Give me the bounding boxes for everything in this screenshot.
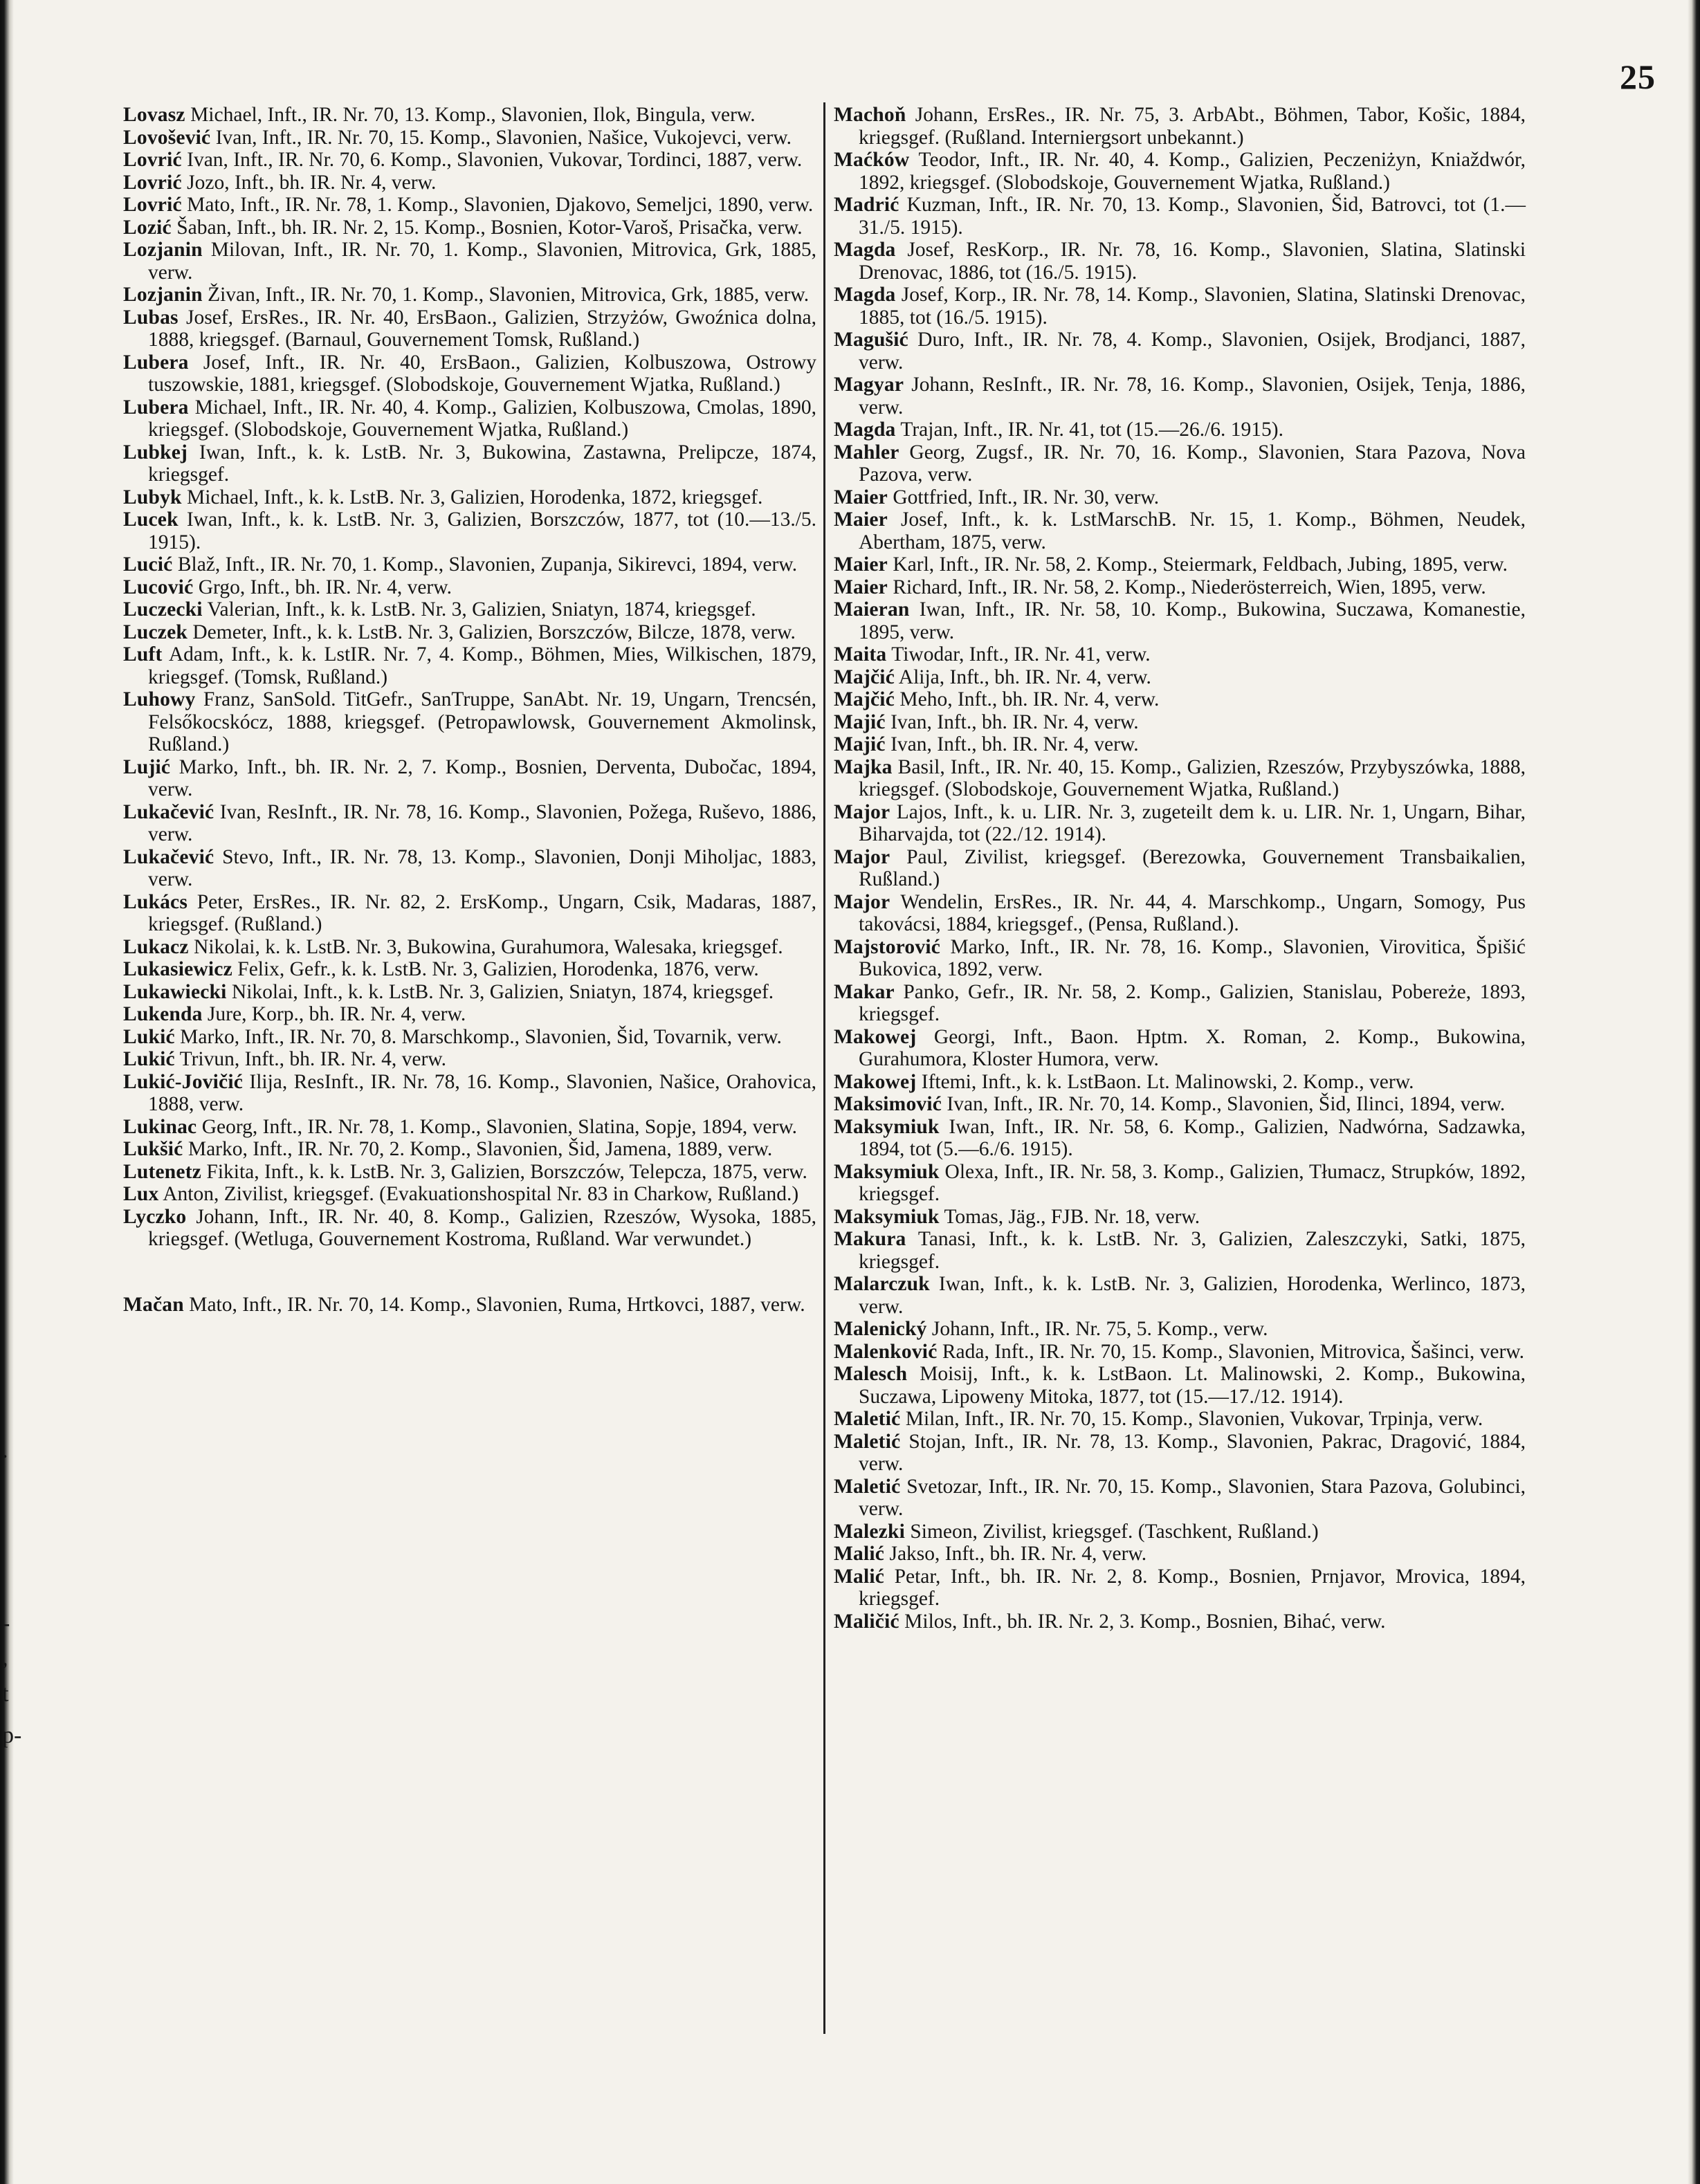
- entry-details: Mato, Inft., IR. Nr. 78, 1. Komp., Slavonien, Djakovo, Semeljci, 1890, verw.: [187, 194, 814, 216]
- register-entry: [123, 172, 816, 194]
- entry-surname: Lutenetz: [123, 1160, 202, 1183]
- entry-surname: Maier: [834, 486, 888, 508]
- entry-details: Ivan, ResInft., IR. Nr. 78, 16. Komp., Slavonien, Požega, Ruševo, 1886, verw.: [148, 800, 816, 845]
- entry-surname: Magda: [834, 239, 896, 261]
- entry-details: Jakso, Inft., bh. IR. Nr. 4, verw.: [889, 1543, 1147, 1565]
- register-entry: [123, 553, 816, 576]
- entry-details: Ivan, Inft., IR. Nr. 70, 15. Komp., Slavonien, Našice, Vukojevci, verw.: [215, 126, 792, 149]
- register-entry: [834, 419, 1526, 441]
- register-entry: [834, 1093, 1526, 1116]
- entry-surname: Maletić: [834, 1475, 901, 1498]
- entry-surname: Major: [834, 845, 890, 868]
- entry-surname: Luft: [123, 643, 163, 666]
- register-entry: [834, 1521, 1526, 1543]
- register-entry: [123, 149, 816, 172]
- register-entry: [123, 306, 816, 351]
- entry-surname: Lujić: [123, 755, 171, 778]
- entry-surname: Lubera: [123, 351, 189, 374]
- register-entry: [834, 981, 1526, 1026]
- entry-details: Josef, Inft., k. k. LstMarschB. Nr. 15, 1. Komp., Böhmen, Neudek, Abertham, 1875, verw.: [859, 508, 1526, 553]
- register-entry: [834, 149, 1526, 194]
- entry-details: Ivan, Inft., bh. IR. Nr. 4, verw.: [890, 710, 1139, 733]
- entry-surname: Lubkej: [123, 441, 188, 464]
- column-divider: [823, 102, 825, 2034]
- register-entry: [123, 239, 816, 284]
- entry-details: Blaž, Inft., IR. Nr. 70, 1. Komp., Slavonien, Zupanja, Sikirevci, 1894, verw.: [177, 553, 798, 576]
- entry-details: Stevo, Inft., IR. Nr. 78, 13. Komp., Slavonien, Donji Miholjac, 1883, verw.: [148, 845, 817, 890]
- register-entry: [123, 1071, 816, 1116]
- entry-details: Jure, Korp., bh. IR. Nr. 4, verw.: [207, 1003, 466, 1025]
- margin-mark: .: [2, 1438, 8, 1463]
- register-entry: [123, 1116, 816, 1139]
- entry-details: Johann, Inft., IR. Nr. 75, 5. Komp., verw.: [931, 1318, 1268, 1340]
- entry-surname: Magda: [834, 419, 896, 441]
- margin-mark: -: [2, 1611, 10, 1636]
- register-entry: [123, 1138, 816, 1161]
- entry-details: Ivan, Inft., IR. Nr. 70, 14. Komp., Slavonien, Šid, Ilinci, 1894, verw.: [947, 1093, 1506, 1115]
- register-entry: [834, 1228, 1526, 1273]
- entry-details: Grgo, Inft., bh. IR. Nr. 4, verw.: [198, 576, 452, 598]
- entry-surname: Lubera: [123, 396, 189, 419]
- register-entry: [834, 711, 1526, 734]
- register-entry: [834, 1116, 1526, 1161]
- entry-details: Olexa, Inft., IR. Nr. 58, 3. Komp., Galizien, Tłumacz, Strupków, 1892, kriegsgef.: [859, 1160, 1526, 1205]
- entry-surname: Lozjanin: [123, 284, 203, 306]
- entry-details: Paul, Zivilist, kriegsgef. (Berezowka, Gouvernement Transbaikalien, Rußland.): [859, 845, 1526, 890]
- register-entry: [123, 846, 816, 891]
- register-entry: [834, 1543, 1526, 1566]
- entry-surname: Makura: [834, 1228, 906, 1250]
- entry-surname: Maksymiuk: [834, 1160, 940, 1183]
- entry-surname: Maier: [834, 576, 888, 598]
- entry-surname: Machoň: [834, 104, 906, 126]
- entry-details: Iwan, Inft., k. k. LstB. Nr. 3, Bukowina, Zastawna, Prelipcze, 1874, kriegsgef.: [148, 441, 817, 486]
- entry-details: Johann, ResInft., IR. Nr. 78, 16. Komp., Slavonien, Osijek, Tenja, 1886, verw.: [859, 374, 1526, 419]
- entry-surname: Maletić: [834, 1408, 901, 1430]
- register-entry: [123, 486, 816, 509]
- entry-details: Valerian, Inft., k. k. LstB. Nr. 3, Galizien, Sniatyn, 1874, kriegsgef.: [207, 598, 756, 621]
- register-entry: [123, 981, 816, 1004]
- entry-surname: Maieran: [834, 598, 910, 621]
- entry-details: Trajan, Inft., IR. Nr. 41, tot (15.—26./6. 1915).: [900, 419, 1283, 441]
- entry-details: Panko, Gefr., IR. Nr. 58, 2. Komp., Galizien, Stanislau, Pobereże, 1893, kriegsgef.: [859, 980, 1526, 1025]
- entry-details: Johann, ErsRes., IR. Nr. 75, 3. ArbAbt., Böhmen, Tabor, Košic, 1884, kriegsgef. (Rußland. Interniergsort unbekannt.): [859, 104, 1526, 149]
- entry-details: Živan, Inft., IR. Nr. 70, 1. Komp., Slavonien, Mitrovica, Grk, 1885, verw.: [208, 284, 810, 306]
- entry-surname: Majka: [834, 755, 893, 778]
- register-entry: [834, 1341, 1526, 1364]
- entry-surname: Lukačević: [123, 845, 214, 868]
- register-entry: [834, 1318, 1526, 1341]
- register-entry: [834, 239, 1526, 284]
- entry-surname: Maier: [834, 508, 888, 531]
- page-number: 25: [1620, 57, 1656, 96]
- entry-surname: Magda: [834, 284, 896, 306]
- entry-surname: Majić: [834, 733, 886, 755]
- entry-details: Georg, Inft., IR. Nr. 78, 1. Komp., Slavonien, Slatina, Sopje, 1894, verw.: [201, 1115, 798, 1138]
- entry-details: Josef, Inft., IR. Nr. 40, ErsBaon., Galizien, Kolbuszowa, Ostrowy tuszowskie, 1881, kriegsgef. (Slobodskoje, Gouvernement Wjatka, Rußland.): [148, 351, 817, 396]
- entry-details: Michael, Inft., k. k. LstB. Nr. 3, Galizien, Horodenka, 1872, kriegsgef.: [187, 486, 763, 508]
- entry-surname: Lukacz: [123, 935, 189, 958]
- entry-surname: Lukačević: [123, 800, 214, 823]
- register-entry: [834, 441, 1526, 486]
- register-entry: [834, 1071, 1526, 1094]
- entry-surname: Maličić: [834, 1610, 899, 1633]
- register-entry: [123, 801, 816, 846]
- entry-details: Josef, ErsRes., IR. Nr. 40, ErsBaon., Galizien, Strzyżów, Gwoźnica dolna, 1888, kriegsgef. (Barnaul, Gouvernement Tomsk, Rußland.): [148, 306, 817, 351]
- entry-details: Meho, Inft., bh. IR. Nr. 4, verw.: [899, 688, 1160, 710]
- register-entry: [123, 1294, 816, 1316]
- register-entry: [834, 1206, 1526, 1229]
- entry-details: Marko, Inft., IR. Nr. 70, 2. Komp., Slavonien, Šid, Jamena, 1889, verw.: [188, 1138, 773, 1160]
- register-entry: [834, 756, 1526, 801]
- entry-surname: Majstorović: [834, 935, 941, 958]
- entry-surname: Malić: [834, 1565, 885, 1588]
- entry-details: Tiwodar, Inft., IR. Nr. 41, verw.: [891, 643, 1151, 666]
- register-entry: [123, 688, 816, 756]
- entry-details: Michael, Inft., IR. Nr. 70, 13. Komp., Slavonien, Ilok, Bingula, verw.: [190, 104, 756, 126]
- entry-surname: Lukić-Jovičić: [123, 1070, 244, 1093]
- margin-mark: ,: [2, 1645, 8, 1671]
- entry-surname: Malić: [834, 1543, 885, 1565]
- entry-details: Karl, Inft., IR. Nr. 58, 2. Komp., Steiermark, Feldbach, Jubing, 1895, verw.: [893, 553, 1508, 576]
- entry-details: Fikita, Inft., k. k. LstB. Nr. 3, Galizien, Borszczów, Telepcza, 1875, verw.: [206, 1160, 807, 1183]
- entry-details: Ivan, Inft., IR. Nr. 70, 6. Komp., Slavonien, Vukovar, Tordinci, 1887, verw.: [187, 149, 803, 171]
- register-entry: [834, 329, 1526, 374]
- entry-surname: Maita: [834, 643, 887, 666]
- register-entry: [834, 508, 1526, 553]
- left-column: [123, 104, 816, 1316]
- entry-details: Milos, Inft., bh. IR. Nr. 2, 3. Komp., Bosnien, Bihać, verw.: [904, 1610, 1386, 1633]
- register-entry: [123, 1048, 816, 1071]
- entry-surname: Makowej: [834, 1025, 917, 1048]
- entry-surname: Lovošević: [123, 126, 211, 149]
- entry-details: Josef, Korp., IR. Nr. 78, 14. Komp., Slavonien, Slatina, Slatinski Drenovac, 1885, tot (16./5. 1915).: [859, 284, 1526, 329]
- register-entry: [834, 1611, 1526, 1633]
- entry-details: Rada, Inft., IR. Nr. 70, 15. Komp., Slavonien, Mitrovica, Šašinci, verw.: [942, 1340, 1525, 1363]
- entry-details: Iwan, Inft., k. k. LstB. Nr. 3, Galizien, Horodenka, Werlinco, 1873, verw.: [859, 1273, 1526, 1318]
- entry-details: Ilija, ResInft., IR. Nr. 78, 16. Komp., Slavonien, Našice, Orahovica, 1888, verw.: [148, 1070, 816, 1115]
- entry-surname: Mačan: [123, 1293, 184, 1316]
- entry-details: Nikolai, Inft., k. k. LstB. Nr. 3, Galizien, Sniatyn, 1874, kriegsgef.: [231, 980, 774, 1003]
- register-entry: [834, 598, 1526, 643]
- entry-details: Felix, Gefr., k. k. LstB. Nr. 3, Galizien, Horodenka, 1876, verw.: [237, 958, 759, 980]
- entry-surname: Lubas: [123, 306, 179, 329]
- register-entry: [123, 1183, 816, 1206]
- entry-details: Marko, Inft., IR. Nr. 78, 16. Komp., Slavonien, Virovitica, Špišić Bukovica, 1892, verw.: [859, 935, 1526, 980]
- entry-details: Anton, Zivilist, kriegsgef. (Evakuationshospital Nr. 83 in Charkow, Rußland.): [163, 1183, 799, 1205]
- entry-details: Demeter, Inft., k. k. LstB. Nr. 3, Galizien, Borszczów, Bilcze, 1878, verw.: [192, 621, 796, 643]
- entry-surname: Lukić: [123, 1025, 175, 1048]
- entry-details: Šaban, Inft., bh. IR. Nr. 2, 15. Komp., Bosnien, Kotor-Varoš, Prisačka, verw.: [176, 216, 803, 239]
- entry-details: Iwan, Inft., IR. Nr. 58, 6. Komp., Galizien, Nadwórna, Sadzawka, 1894, tot (5.—6./6. 1915).: [859, 1115, 1526, 1160]
- entry-details: Franz, SanSold. TitGefr., SanTruppe, SanAbt. Nr. 19, Ungarn, Trencsén, Felsőkocskócz, 1888, kriegsgef. (Petropawlowsk, Gouvernement Akmolinsk, Rußland.): [148, 688, 817, 755]
- register-entry: [834, 1273, 1526, 1318]
- register-entry: [834, 666, 1526, 689]
- entry-surname: Malesch: [834, 1363, 908, 1385]
- entry-surname: Lozić: [123, 216, 172, 239]
- entry-details: Georgi, Inft., Baon. Hptm. X. Roman, 2. Komp., Bukowina, Gurahumora, Kloster Humora, verw.: [859, 1025, 1526, 1070]
- register-entry: [834, 846, 1526, 891]
- entry-details: Marko, Inft., bh. IR. Nr. 2, 7. Komp., Bosnien, Derventa, Dubočac, 1894, verw.: [148, 755, 816, 800]
- entry-surname: Major: [834, 890, 890, 913]
- entry-details: Richard, Inft., IR. Nr. 58, 2. Komp., Niederösterreich, Wien, 1895, verw.: [893, 576, 1486, 598]
- entry-details: Adam, Inft., k. k. LstIR. Nr. 7, 4. Komp., Böhmen, Mies, Wilkischen, 1879, kriegsgef. (Tomsk, Rußland.): [148, 643, 817, 688]
- register-entry: [123, 958, 816, 981]
- register-entry: [123, 1161, 816, 1184]
- register-entry: [123, 284, 816, 306]
- register-entry: [834, 801, 1526, 846]
- entry-surname: Major: [834, 800, 890, 823]
- entry-details: Nikolai, k. k. LstB. Nr. 3, Bukowina, Gurahumora, Walesaka, kriegsgef.: [194, 935, 783, 958]
- entry-surname: Maćków: [834, 149, 910, 171]
- entry-surname: Maksimović: [834, 1093, 942, 1115]
- entry-surname: Maksymiuk: [834, 1205, 940, 1228]
- entry-surname: Lukić: [123, 1048, 175, 1070]
- register-entry: [123, 598, 816, 621]
- entry-surname: Lux: [123, 1183, 159, 1205]
- entry-surname: Makowej: [834, 1070, 917, 1093]
- entry-surname: Maksymiuk: [834, 1115, 940, 1138]
- entry-details: Peter, ErsRes., IR. Nr. 82, 2. ErsKomp., Ungarn, Csik, Madaras, 1887, kriegsgef. (Rußland.): [148, 890, 817, 935]
- entry-surname: Lyczko: [123, 1205, 187, 1228]
- register-entry: [834, 1408, 1526, 1431]
- register-entry: [834, 374, 1526, 419]
- register-entry: [834, 553, 1526, 576]
- entry-details: Lajos, Inft., k. u. LIR. Nr. 3, zugeteilt dem k. u. LIR. Nr. 1, Ungarn, Bihar, Biharvajda, tot (22./12. 1914).: [859, 800, 1526, 845]
- entry-details: Svetozar, Inft., IR. Nr. 70, 15. Komp., Slavonien, Stara Pazova, Golubinci, verw.: [859, 1475, 1526, 1520]
- entry-surname: Lukasiewicz: [123, 958, 232, 980]
- entry-surname: Malenický: [834, 1318, 927, 1340]
- entry-details: Milovan, Inft., IR. Nr. 70, 1. Komp., Slavonien, Mitrovica, Grk, 1885, verw.: [148, 239, 816, 284]
- entry-details: Duro, Inft., IR. Nr. 78, 4. Komp., Slavonien, Osijek, Brodjanci, 1887, verw.: [859, 329, 1526, 374]
- register-entry: [123, 441, 816, 486]
- entry-surname: Lovasz: [123, 104, 185, 126]
- entry-surname: Lucović: [123, 576, 194, 598]
- entry-surname: Maletić: [834, 1430, 901, 1453]
- entry-surname: Majčić: [834, 666, 895, 688]
- entry-surname: Lukšić: [123, 1138, 183, 1160]
- entry-surname: Lovrić: [123, 149, 182, 171]
- entry-surname: Lukács: [123, 890, 188, 913]
- entry-surname: Mahler: [834, 441, 899, 464]
- register-entry: [123, 756, 816, 801]
- register-entry: [834, 104, 1526, 149]
- entry-surname: Malezki: [834, 1520, 905, 1543]
- register-entry: [834, 1161, 1526, 1206]
- register-entry: [123, 621, 816, 644]
- register-entry: [123, 508, 816, 553]
- entry-surname: Lubyk: [123, 486, 182, 508]
- entry-details: Kuzman, Inft., IR. Nr. 70, 13. Komp., Slavonien, Šid, Batrovci, tot (1.—31./5. 1915).: [859, 194, 1526, 239]
- right-column: [834, 104, 1526, 1633]
- entry-surname: Lovrić: [123, 171, 182, 194]
- entry-surname: Lukinac: [123, 1115, 197, 1138]
- entry-details: Iftemi, Inft., k. k. LstBaon. Lt. Malinowski, 2. Komp., verw.: [921, 1070, 1414, 1093]
- entry-surname: Luczek: [123, 621, 188, 643]
- entry-surname: Makar: [834, 980, 895, 1003]
- margin-mark: p-: [2, 1723, 22, 1748]
- register-entry: [834, 1363, 1526, 1408]
- entry-surname: Lovrić: [123, 194, 182, 216]
- register-entry: [834, 284, 1526, 329]
- register-entry: [834, 1026, 1526, 1071]
- register-entry: [123, 936, 816, 959]
- entry-details: Ivan, Inft., bh. IR. Nr. 4, verw.: [890, 733, 1139, 755]
- register-entry: [834, 643, 1526, 666]
- entry-surname: Malarczuk: [834, 1273, 930, 1295]
- entry-surname: Magyar: [834, 374, 904, 396]
- entry-surname: Lukawiecki: [123, 980, 227, 1003]
- entry-details: Trivun, Inft., bh. IR. Nr. 4, verw.: [179, 1048, 447, 1070]
- entry-details: Teodor, Inft., IR. Nr. 40, 4. Komp., Galizien, Peczeniżyn, Kniaždwór, 1892, kriegsgef. (Slobodskoje, Gouvernement Wjatka, Rußland.): [859, 149, 1526, 194]
- margin-mark: t: [2, 1681, 9, 1707]
- register-entry: [123, 351, 816, 396]
- register-entry: [123, 127, 816, 149]
- entry-details: Iwan, Inft., IR. Nr. 58, 10. Komp., Bukowina, Suczawa, Komanestie, 1895, verw.: [859, 598, 1526, 643]
- entry-details: Tanasi, Inft., k. k. LstB. Nr. 3, Galizien, Zaleszczyki, Satki, 1875, kriegsgef.: [859, 1228, 1526, 1273]
- register-entry: [834, 936, 1526, 981]
- entry-details: Stojan, Inft., IR. Nr. 78, 13. Komp., Slavonien, Pakrac, Dragović, 1884, verw.: [859, 1430, 1526, 1475]
- entry-details: Iwan, Inft., k. k. LstB. Nr. 3, Galizien, Borszczów, 1877, tot (10.—13./5. 1915).: [148, 508, 817, 553]
- entry-surname: Malenković: [834, 1340, 938, 1363]
- entry-surname: Lucić: [123, 553, 173, 576]
- entry-details: Petar, Inft., bh. IR. Nr. 2, 8. Komp., Bosnien, Prnjavor, Mrovica, 1894, kriegsgef.: [859, 1565, 1526, 1610]
- entry-surname: Majčić: [834, 688, 895, 710]
- register-entry: [123, 396, 816, 441]
- register-entry: [123, 643, 816, 688]
- entry-details: Basil, Inft., IR. Nr. 40, 15. Komp., Galizien, Rzeszów, Przybyszówka, 1888, kriegsgef. (Slobodskoje, Gouvernement Wjatka, Rußland.): [859, 755, 1526, 800]
- register-entry: [123, 1206, 816, 1251]
- register-entry: [123, 104, 816, 127]
- entry-surname: Magušić: [834, 329, 908, 351]
- entry-details: Georg, Zugsf., IR. Nr. 70, 16. Komp., Slavonien, Stara Pazova, Nova Pazova, verw.: [859, 441, 1526, 486]
- register-entry: [834, 1566, 1526, 1611]
- entry-details: Tomas, Jäg., FJB. Nr. 18, verw.: [944, 1205, 1200, 1228]
- entry-details: Simeon, Zivilist, kriegsgef. (Taschkent, Rußland.): [910, 1520, 1319, 1543]
- entry-surname: Luhowy: [123, 688, 196, 710]
- register-entry: [834, 576, 1526, 599]
- entry-details: Jozo, Inft., bh. IR. Nr. 4, verw.: [187, 171, 437, 194]
- register-entry: [123, 1003, 816, 1026]
- entry-details: Marko, Inft., IR. Nr. 70, 8. Marschkomp., Slavonien, Šid, Tovarnik, verw.: [180, 1025, 782, 1048]
- register-entry: [834, 733, 1526, 756]
- register-entry: [834, 1476, 1526, 1521]
- entry-surname: Luczecki: [123, 598, 203, 621]
- entry-details: Mato, Inft., IR. Nr. 70, 14. Komp., Slavonien, Ruma, Hrtkovci, 1887, verw.: [189, 1293, 805, 1316]
- register-entry: [123, 194, 816, 217]
- entry-details: Milan, Inft., IR. Nr. 70, 15. Komp., Slavonien, Vukovar, Trpinja, verw.: [905, 1408, 1483, 1430]
- scan-edge-right: [1688, 0, 1700, 2184]
- register-entry: [834, 194, 1526, 239]
- register-entry: [123, 217, 816, 239]
- entry-details: Johann, Inft., IR. Nr. 40, 8. Komp., Galizien, Rzeszów, Wysoka, 1885, kriegsgef. (Wetluga, Gouvernement Kostroma, Rußland. War verwundet.): [148, 1205, 817, 1250]
- entry-details: Wendelin, ErsRes., IR. Nr. 44, 4. Marschkomp., Ungarn, Somogy, Pus takovácsi, 1884, kriegsgef., (Pensa, Rußland.).: [859, 890, 1526, 935]
- entry-details: Gottfried, Inft., IR. Nr. 30, verw.: [893, 486, 1160, 508]
- register-entry: [123, 576, 816, 599]
- register-entry: [834, 891, 1526, 936]
- entry-surname: Lukenda: [123, 1003, 203, 1025]
- entry-details: Moisij, Inft., k. k. LstBaon. Lt. Malinowski, 2. Komp., Bukowina, Suczawa, Lipoweny Mitoka, 1877, tot (15.—17./12. 1914).: [859, 1363, 1526, 1408]
- entry-surname: Maier: [834, 553, 888, 576]
- entry-details: Alija, Inft., bh. IR. Nr. 4, verw.: [898, 666, 1151, 688]
- section-gap: [123, 1251, 816, 1294]
- entry-surname: Majić: [834, 710, 886, 733]
- entry-details: Josef, ResKorp., IR. Nr. 78, 16. Komp., Slavonien, Slatina, Slatinski Drenovac, 1886, tot (16./5. 1915).: [859, 239, 1526, 284]
- entry-surname: Lucek: [123, 508, 179, 531]
- register-entry: [123, 891, 816, 936]
- register-entry: [834, 1431, 1526, 1476]
- entry-surname: Madrić: [834, 194, 899, 216]
- register-entry: [834, 688, 1526, 711]
- register-entry: [834, 486, 1526, 509]
- entry-surname: Lozjanin: [123, 239, 203, 261]
- scan-edge-left: [0, 0, 14, 2184]
- register-entry: [123, 1026, 816, 1049]
- entry-details: Michael, Inft., IR. Nr. 40, 4. Komp., Galizien, Kolbuszowa, Cmolas, 1890, kriegsgef. (Slobodskoje, Gouvernement Wjatka, Rußland.): [148, 396, 816, 441]
